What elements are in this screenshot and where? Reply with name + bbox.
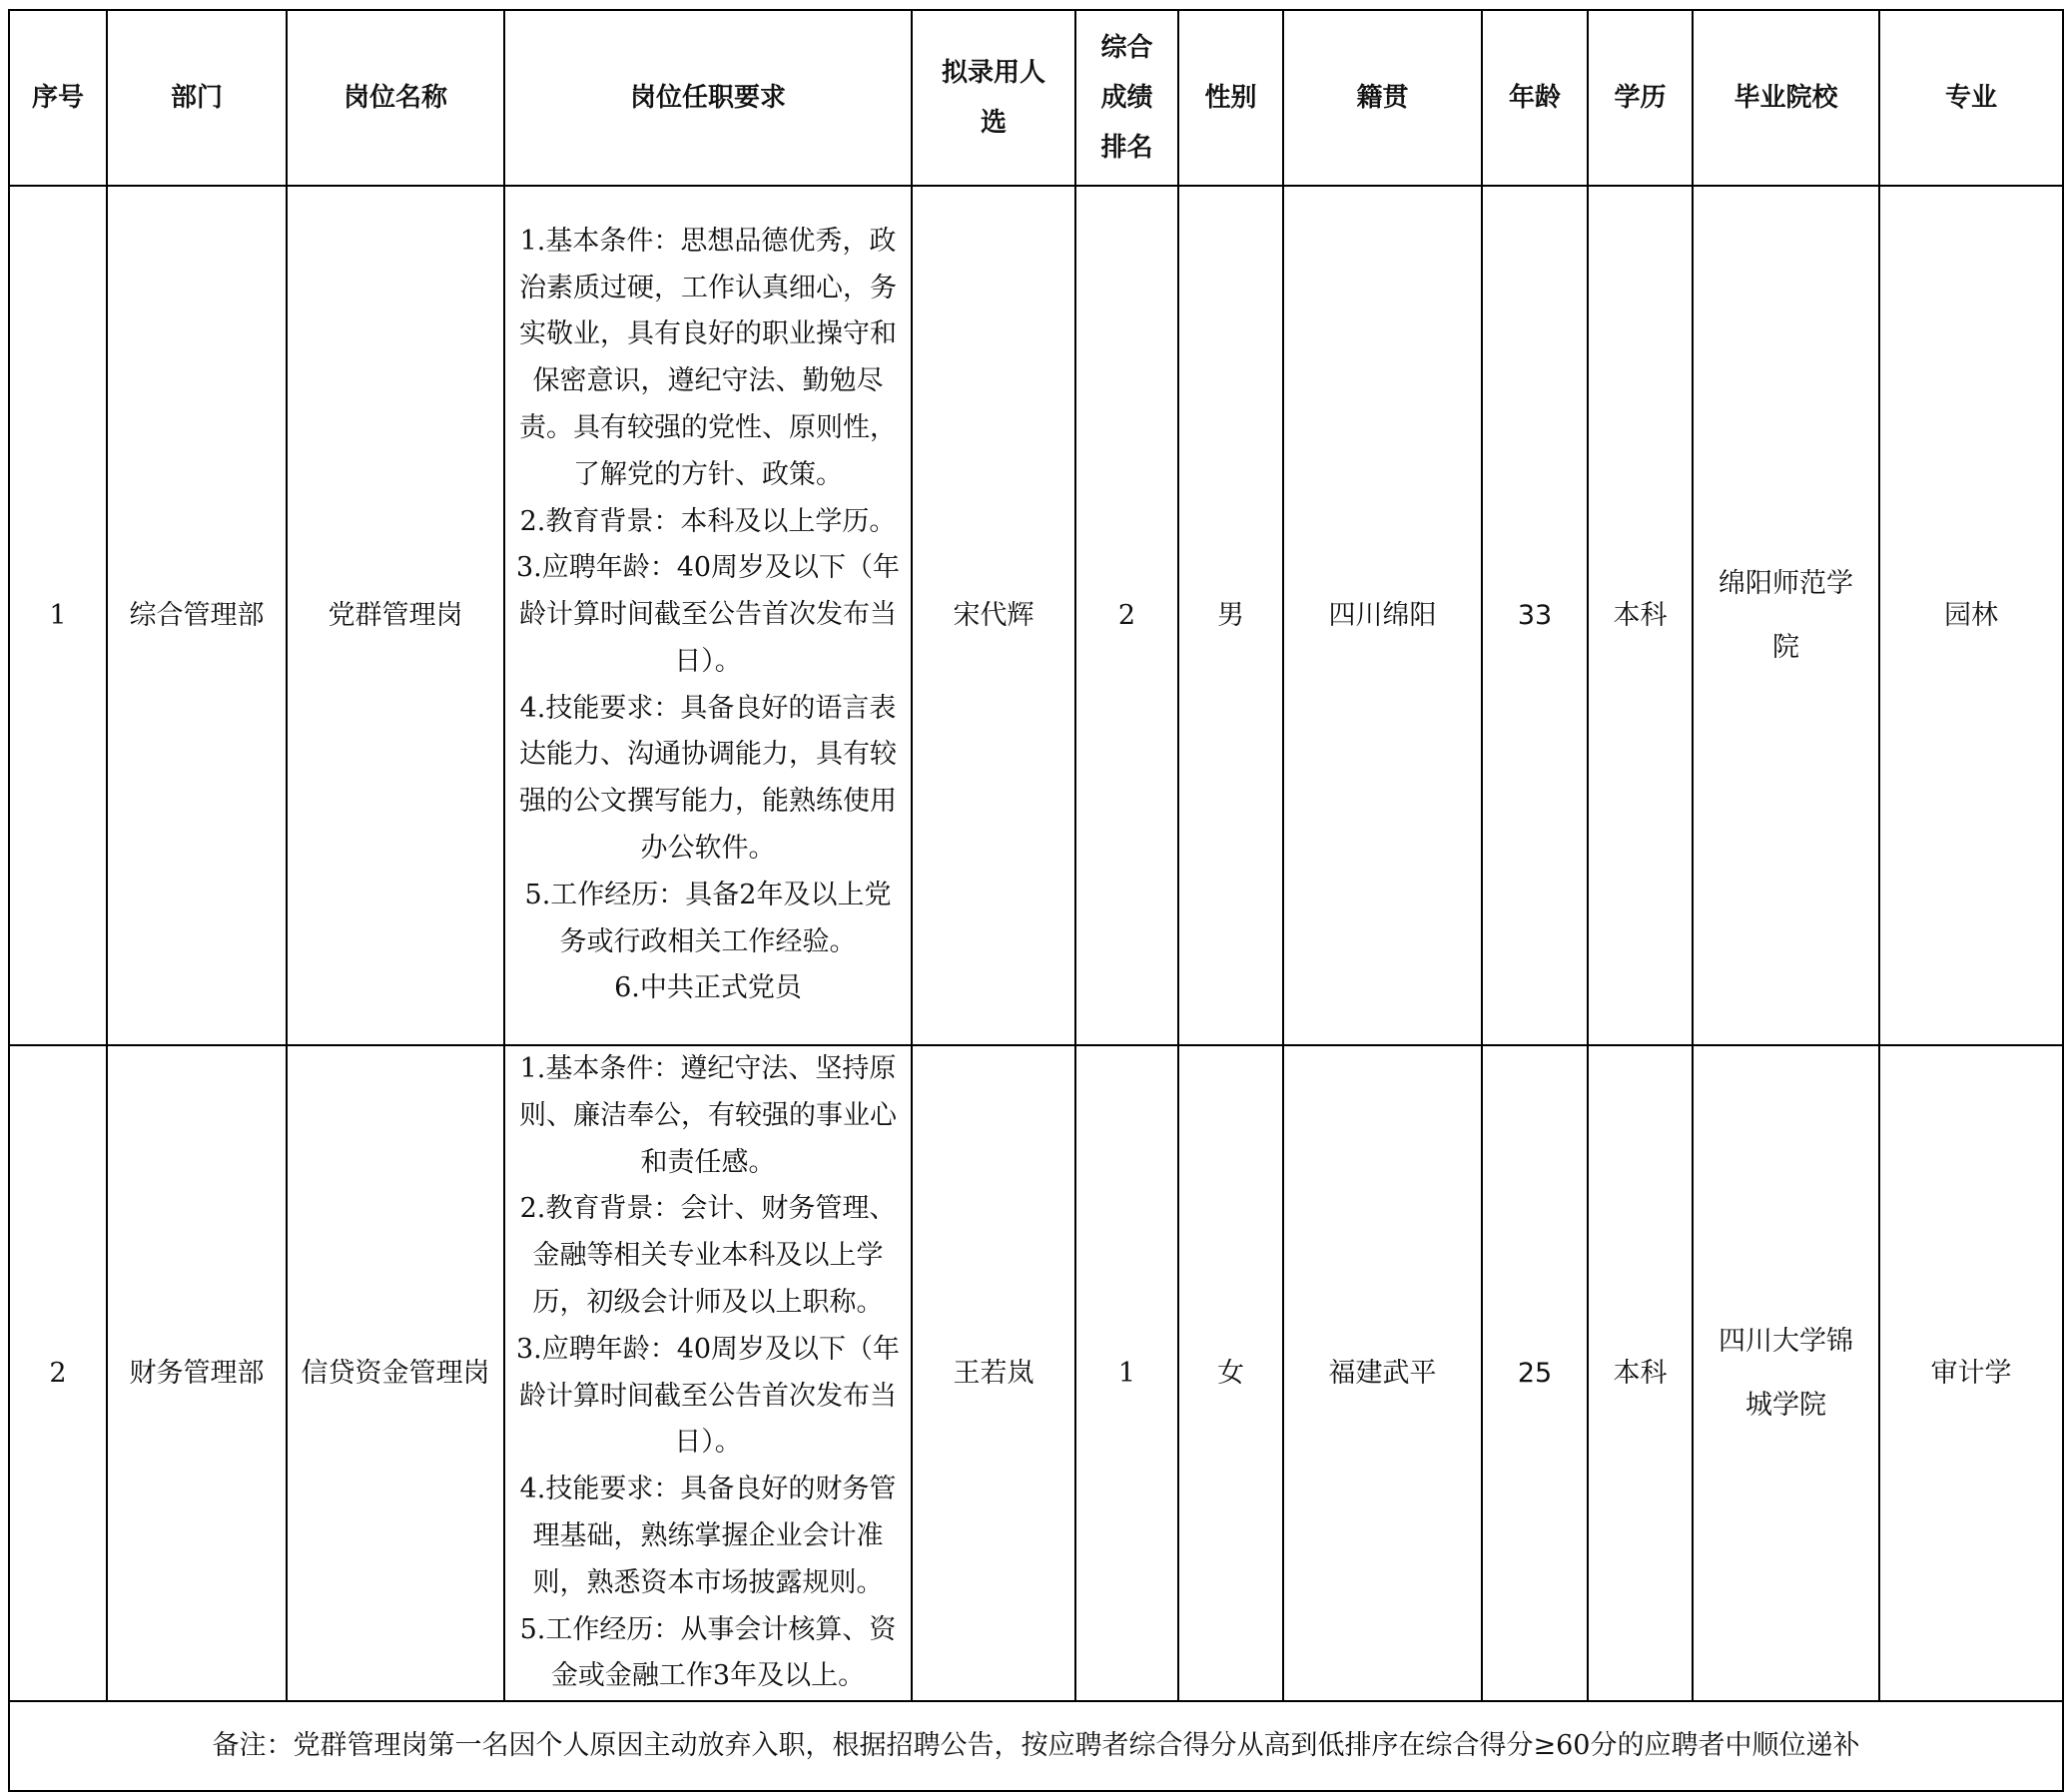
requirement-line: 龄计算时间截至公告首次发布当 xyxy=(519,1380,897,1412)
cell-age: 33 xyxy=(1482,186,1588,1045)
requirement-line: 金或金融工作3年及以上。 xyxy=(550,1660,866,1692)
requirement-line: 5.工作经历：具备2年及以上党 xyxy=(524,879,892,910)
cell-candidate: 王若岚 xyxy=(912,1045,1075,1701)
cell-requirements xyxy=(504,186,912,1045)
header-rank-line: 排名 xyxy=(1100,133,1153,163)
requirement-line: 和责任感。 xyxy=(640,1146,776,1178)
requirement-line: 5.工作经历：从事会计核算、资 xyxy=(519,1613,897,1645)
cell-rank: 2 xyxy=(1075,186,1178,1045)
requirement-line: 责。具有较强的党性、原则性， xyxy=(519,411,897,443)
school-line: 绵阳师范学 xyxy=(1719,567,1853,599)
cell-origin: 四川绵阳 xyxy=(1283,186,1482,1045)
requirement-line: 6.中共正式党员 xyxy=(614,972,802,1004)
recruitment-table xyxy=(8,9,2064,1792)
cell-major: 园林 xyxy=(1879,186,2063,1045)
cell-department: 综合管理部 xyxy=(107,186,287,1045)
requirement-line: 金融等相关专业本科及以上学 xyxy=(532,1240,884,1272)
requirement-line: 日）。 xyxy=(674,645,742,677)
cell-seq: 1 xyxy=(9,186,107,1045)
cell-sex: 女 xyxy=(1178,1045,1283,1701)
cell-major: 审计学 xyxy=(1879,1045,2063,1701)
requirement-line: 则，熟悉资本市场披露规则。 xyxy=(532,1566,884,1598)
header-requirements: 岗位任职要求 xyxy=(504,10,912,186)
requirement-line: 理基础，熟练掌握企业会计准 xyxy=(532,1519,884,1551)
requirement-line: 则、廉洁奉公，有较强的事业心 xyxy=(519,1099,897,1131)
requirement-line: 了解党的方针、政策。 xyxy=(573,458,843,490)
school-line: 四川大学锦 xyxy=(1719,1325,1853,1357)
requirement-line: 日）。 xyxy=(674,1427,742,1459)
cell-post-name: 信贷资金管理岗 xyxy=(287,1045,504,1701)
school-line: 院 xyxy=(1772,631,1799,663)
requirement-line: 3.应聘年龄：40周岁及以下（年 xyxy=(515,1333,901,1365)
requirement-line: 务或行政相关工作经验。 xyxy=(559,925,857,957)
cell-school xyxy=(1693,186,1879,1045)
header-seq: 序号 xyxy=(9,10,107,186)
recruitment-table-document xyxy=(8,9,2064,1792)
requirement-line: 治素质过硬，工作认真细心，务 xyxy=(519,272,897,303)
requirement-line: 保密意识，遵纪守法、勤勉尽 xyxy=(532,365,884,397)
requirement-line: 实敬业，具有良好的职业操守和 xyxy=(519,318,897,350)
requirement-line: 4.技能要求：具备良好的语言表 xyxy=(519,692,897,724)
cell-seq: 2 xyxy=(9,1045,107,1701)
header-major: 专业 xyxy=(1879,10,2063,186)
cell-department: 财务管理部 xyxy=(107,1045,287,1701)
cell-sex: 男 xyxy=(1178,186,1283,1045)
header-education: 学历 xyxy=(1588,10,1693,186)
requirement-line: 2.教育背景：会计、财务管理、 xyxy=(519,1193,897,1225)
remark-row xyxy=(9,1701,2063,1791)
requirement-line: 办公软件。 xyxy=(640,833,776,865)
cell-age: 25 xyxy=(1482,1045,1588,1701)
requirement-line: 历，初级会计师及以上职称。 xyxy=(532,1286,884,1318)
table-row xyxy=(9,186,2063,1045)
cell-education: 本科 xyxy=(1588,1045,1693,1701)
cell-rank: 1 xyxy=(1075,1045,1178,1701)
requirement-line: 3.应聘年龄：40周岁及以下（年 xyxy=(515,552,901,584)
remark-text: 备注：党群管理岗第一名因个人原因主动放弃入职，根据招聘公告，按应聘者综合得分从高到低排序在综合得分≥60分的应聘者中顺位递补 xyxy=(9,1701,2063,1791)
requirement-line: 4.技能要求：具备良好的财务管 xyxy=(519,1474,897,1505)
cell-education: 本科 xyxy=(1588,186,1693,1045)
requirement-line: 1.基本条件：遵纪守法、坚持原 xyxy=(519,1053,897,1084)
cell-requirements xyxy=(504,1045,912,1701)
table-header-row xyxy=(9,10,2063,186)
requirement-line: 1.基本条件：思想品德优秀，政 xyxy=(519,225,897,257)
cell-origin: 福建武平 xyxy=(1283,1045,1482,1701)
cell-school xyxy=(1693,1045,1879,1701)
cell-candidate: 宋代辉 xyxy=(912,186,1075,1045)
requirement-line: 达能力、沟通协调能力，具有较 xyxy=(519,739,897,771)
header-department: 部门 xyxy=(107,10,287,186)
cell-post-name: 党群管理岗 xyxy=(287,186,504,1045)
header-candidate-line: 选 xyxy=(980,108,1007,138)
header-candidate-line: 拟录用人 xyxy=(941,58,1045,88)
header-school: 毕业院校 xyxy=(1693,10,1879,186)
requirement-line: 龄计算时间截至公告首次发布当 xyxy=(519,599,897,631)
header-rank-line: 综合 xyxy=(1100,33,1153,63)
header-rank xyxy=(1075,10,1178,186)
header-age: 年龄 xyxy=(1482,10,1588,186)
school-line: 城学院 xyxy=(1745,1389,1826,1421)
header-origin: 籍贯 xyxy=(1283,10,1482,186)
header-sex: 性别 xyxy=(1178,10,1283,186)
table-row xyxy=(9,1045,2063,1701)
header-candidate xyxy=(912,10,1075,186)
header-rank-line: 成绩 xyxy=(1100,83,1153,113)
requirement-line: 强的公文撰写能力，能熟练使用 xyxy=(519,786,897,818)
requirement-line: 2.教育背景：本科及以上学历。 xyxy=(519,505,897,537)
header-post-name: 岗位名称 xyxy=(287,10,504,186)
